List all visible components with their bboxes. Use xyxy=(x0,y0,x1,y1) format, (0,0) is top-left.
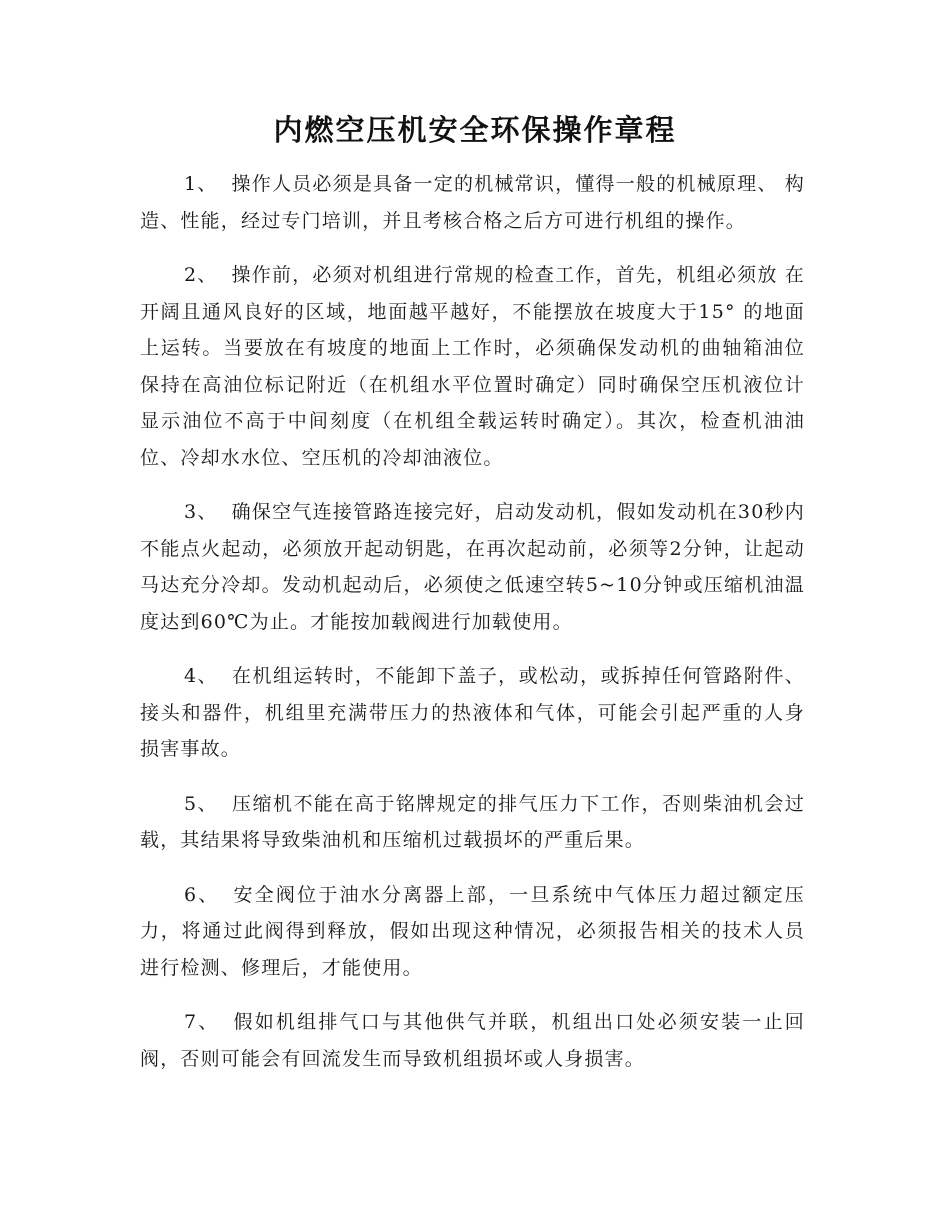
paragraph-text: 压缩机不能在高于铭牌规定的排气压力下工作，否则柴油机会过载，其结果将导致柴油机和压缩机过载损坏的严重后果。 xyxy=(140,792,805,851)
paragraph-number: 1、 xyxy=(184,173,218,195)
paragraph-1 xyxy=(140,166,805,239)
paragraph-7 xyxy=(140,1004,805,1077)
paragraph-text: 安全阀位于油水分离器上部，一旦系统中气体压力超过额定压力，将通过此阀得到释放，假如出现这种情况，必须报告相关的技术人员进行检测、修理后，才能使用。 xyxy=(140,883,805,979)
paragraph-text: 在机组运转时，不能卸下盖子，或松动，或拆掉任何管路附件、接头和器件，机组里充满带压力的热液体和气体，可能会引起严重的人身损害事故。 xyxy=(140,665,805,760)
paragraph-6 xyxy=(140,877,805,987)
paragraph-number: 2、 xyxy=(184,264,218,286)
document-body xyxy=(140,166,805,1095)
paragraph-number: 7、 xyxy=(184,1011,220,1033)
paragraph-text: 确保空气连接管路连接完好，启动发动机，假如发动机在30秒内不能点火起动，必须放开起动钥匙，在再次起动前，必须等2分钟，让起动马达充分冷却。发动机起动后，必须使之低速空转5~10分钟或压缩机油温度达到60℃为止。才能按加载阀进行加载使用。 xyxy=(140,501,805,633)
paragraph-text: 假如机组排气口与其他供气并联，机组出口处必须安装一止回阀，否则可能会有回流发生而导致机组损坏或人身损害。 xyxy=(140,1011,805,1070)
paragraph-number: 4、 xyxy=(184,665,219,687)
paragraph-number: 3、 xyxy=(184,501,218,523)
paragraph-number: 6、 xyxy=(184,883,220,906)
paragraph-text: 操作前，必须对机组进行常规的检查工作，首先，机组必须放 在开阔且通风良好的区域，地面越平越好，不能摆放在坡度大于15° 的地面上运转。当要放在有坡度的地面上工作时，必须确保发动机的曲轴箱油位保持在高油位标记附近（在机组水平位置时确定）同时确保空压机液位计显示油位不高于中间刻度（在机组全载运转时确定）。其次，检查机油油位、冷却水水位、空压机的冷却油液位。 xyxy=(140,264,806,469)
paragraph-text: 操作人员必须是具备一定的机械常识，懂得一般的机械原理、 构造、性能，经过专门培训，并且考核合格之后方可进行机组的操作。 xyxy=(140,173,806,232)
paragraph-number: 5、 xyxy=(184,792,219,815)
page-title: 内燃空压机安全环保操作章程 xyxy=(273,113,677,147)
paragraph-4 xyxy=(140,658,805,768)
paragraph-3 xyxy=(140,494,805,640)
paragraph-5 xyxy=(140,786,805,859)
paragraph-2 xyxy=(140,257,805,476)
